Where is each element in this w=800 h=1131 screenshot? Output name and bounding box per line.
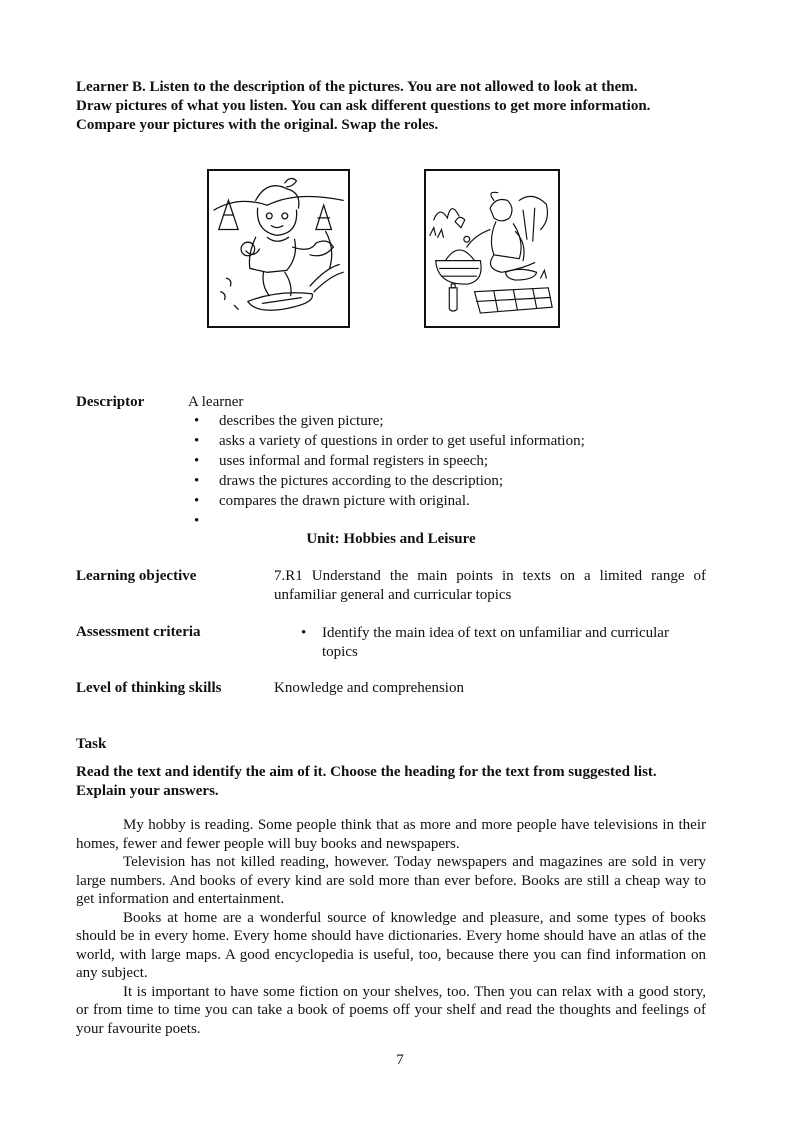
assessment-criteria-value: Identify the main idea of text on unfamiliar and curricular topics [322,625,669,660]
descriptor-item: • asks a variety of questions in order to get useful information; [192,432,585,452]
instructions-line-3: Compare your pictures with the original. Swap the roles. [76,117,439,133]
unit-title-text: Unit: Hobbies and Leisure [306,531,476,547]
reading-paragraph-3: Books at home are a wonderful source of knowledge and pleasure, and some types of books should be in every home. Every home should have dictionaries. Every home should have an atlas of the world, with large maps. A good encyclopedia is useful, too, because there you can find information on any subject. [76,909,706,981]
task-instructions-line-2: Explain your answers. [76,783,219,799]
picnic-illustration [424,169,560,328]
descriptor-item: • draws the pictures according to the description; [192,472,585,492]
learning-objective-line-1: 7.R1 Understand the main points in texts on a limited range of [274,568,706,584]
descriptor-item: • uses informal and formal registers in speech; [192,452,585,472]
thinking-skills-label: Level of thinking skills [76,680,222,696]
descriptor-item: • describes the given picture; [192,412,585,432]
descriptor-item-empty [192,512,585,532]
thinking-skills-value: Knowledge and comprehension [274,680,464,696]
task-label: Task [76,736,107,752]
descriptor-list [192,412,585,532]
snowboarder-illustration [207,169,350,328]
unit-title [0,530,800,549]
instructions-line-1: Learner B. Listen to the description of the pictures. You are not allowed to look at them. [76,79,638,95]
page-number: 7 [396,1052,404,1068]
instructions-line-2: Draw pictures of what you listen. You can ask different questions to get more information. [76,98,651,114]
descriptor-lead: A learner [188,394,244,410]
reading-text [76,816,706,1038]
descriptor-label: Descriptor [76,394,145,410]
instructions-block [76,78,736,135]
reading-paragraph-4: It is important to have some fiction on your shelves, too. Then you can relax with a good story, or from time to time you can take a book of poems off your shelf and read the thoughts and feelings of your favourite poets. [76,983,706,1037]
learning-objective-value [274,567,706,605]
task-instructions [76,763,716,801]
descriptor-item: • compares the drawn picture with original. [192,492,585,512]
learning-objective-line-2: unfamiliar general and curricular topics [274,587,512,603]
learning-objective-label: Learning objective [76,568,197,584]
reading-paragraph-1: My hobby is reading. Some people think that as more and more people have televisions in their homes, fewer and fewer people will buy books and newspapers. [76,817,706,852]
assessment-criteria-bullet: • [301,625,307,641]
task-instructions-line-1: Read the text and identify the aim of it. Choose the heading for the text from suggested list. [76,764,657,780]
assessment-criteria-label: Assessment criteria [76,624,201,640]
reading-paragraph-2: Television has not killed reading, however. Today newspapers and magazines are sold in very large numbers. And books of every kind are sold more than ever before. Books are still a cheap way to get information and entertainment. [76,854,706,907]
